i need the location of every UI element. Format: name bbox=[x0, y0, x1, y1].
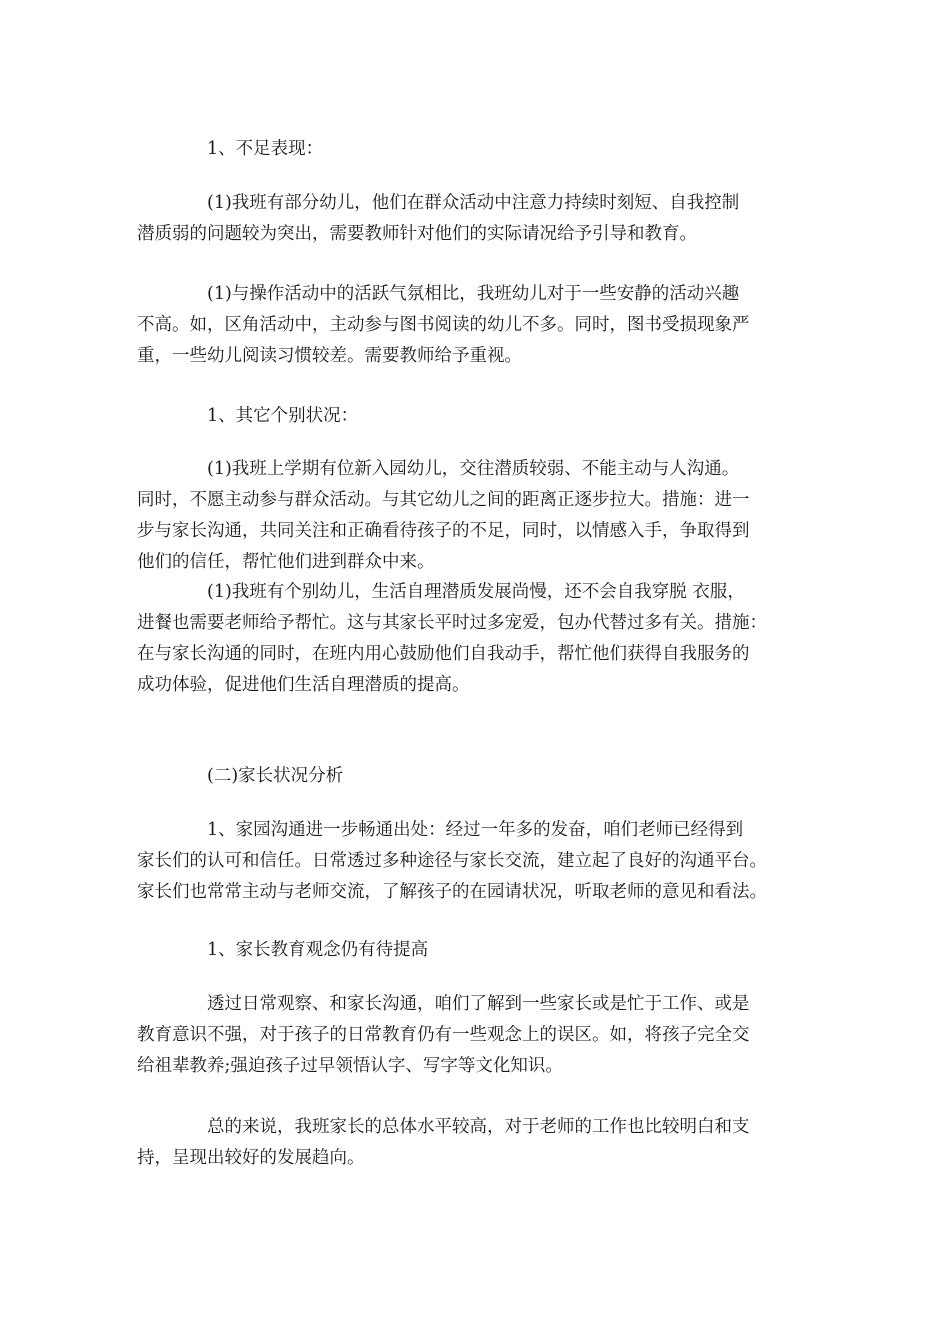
text-line: 透过日常观察、和家长沟通，咱们了解到一些家长或是忙于工作、或是 bbox=[207, 994, 750, 1014]
text-line: (1)与操作活动中的活跃气氛相比，我班幼儿对于一些安静的活动兴趣 bbox=[207, 284, 740, 304]
text-line: (二)家长状况分析 bbox=[207, 766, 344, 786]
heading-deficiency bbox=[137, 134, 817, 165]
text-line: (1)我班有个别幼儿，生活自理潜质发展尚慢，还不会自我穿脱 衣服， bbox=[207, 582, 745, 602]
text-line: (1)我班有部分幼儿，他们在群众活动中注意力持续时刻短、自我控制 bbox=[207, 193, 740, 213]
text-line: 持，呈现出较好的发展趋向。 bbox=[137, 1148, 365, 1168]
text-line: 步与家长沟通，共同关注和正确看待孩子的不足，同时，以情感入手，争取得到 bbox=[137, 521, 750, 541]
text-line: (1)我班上学期有位新入园幼儿，交往潜质较弱、不能主动与人沟通。 bbox=[207, 459, 740, 479]
text-line: 成功体验，促进他们生活自理潜质的提高。 bbox=[137, 675, 470, 695]
text-line: 不高。如，区角活动中，主动参与图书阅读的幼儿不多。同时，图书受损现象严 bbox=[137, 315, 750, 335]
text-line: 1、家长教育观念仍有待提高 bbox=[207, 940, 429, 960]
text-line: 1、家园沟通进一步畅通出处：经过一年多的发奋，咱们老师已经得到 bbox=[207, 820, 744, 840]
text-line: 同时，不愿主动参与群众活动。与其它幼儿之间的距离正逐步拉大。措施：进一 bbox=[137, 490, 750, 510]
text-line: 家长们也常常主动与老师交流，了解孩子的在园请状况，听取老师的意见和看法。 bbox=[137, 882, 767, 902]
text-line: 在与家长沟通的同时，在班内用心鼓励他们自我动手，帮忙他们获得自我服务的 bbox=[137, 644, 750, 664]
text-line: 进餐也需要老师给予帮忙。这与其家长平时过多宠爱，包办代替过多有关。措施： bbox=[137, 613, 767, 633]
text-line: 总的来说，我班家长的总体水平较高，对于老师的工作也比较明白和支 bbox=[207, 1117, 750, 1137]
paragraph-self-care bbox=[137, 577, 817, 701]
paragraph-home-communication bbox=[137, 815, 817, 908]
text-line: 家长们的认可和信任。日常透过多种途径与家长交流，建立起了良好的沟通平台。 bbox=[137, 851, 767, 871]
text-line: 教育意识不强，对于孩子的日常教育仍有一些观念上的误区。如，将孩子完全交 bbox=[137, 1025, 750, 1045]
text-line: 给祖辈教养;强迫孩子过早领悟认字、写字等文化知识。 bbox=[137, 1056, 563, 1076]
text-line: 潜质弱的问题较为突出，需要教师针对他们的实际请况给予引导和教育。 bbox=[137, 224, 697, 244]
paragraph-summary bbox=[137, 1112, 817, 1174]
paragraph-reading bbox=[137, 279, 817, 372]
text-line: 重，一些幼儿阅读习惯较差。需要教师给予重视。 bbox=[137, 346, 522, 366]
text-line: 1、不足表现： bbox=[207, 139, 324, 159]
paragraph-attention bbox=[137, 188, 817, 250]
text-line: 他们的信任，帮忙他们进到群众中来。 bbox=[137, 552, 435, 572]
text-line: 1、其它个别状况： bbox=[207, 406, 359, 426]
heading-parent-analysis bbox=[137, 761, 817, 792]
paragraph-observation bbox=[137, 989, 817, 1082]
heading-other-cases bbox=[137, 401, 817, 432]
heading-parent-education bbox=[137, 935, 817, 966]
paragraph-new-child bbox=[137, 454, 817, 578]
